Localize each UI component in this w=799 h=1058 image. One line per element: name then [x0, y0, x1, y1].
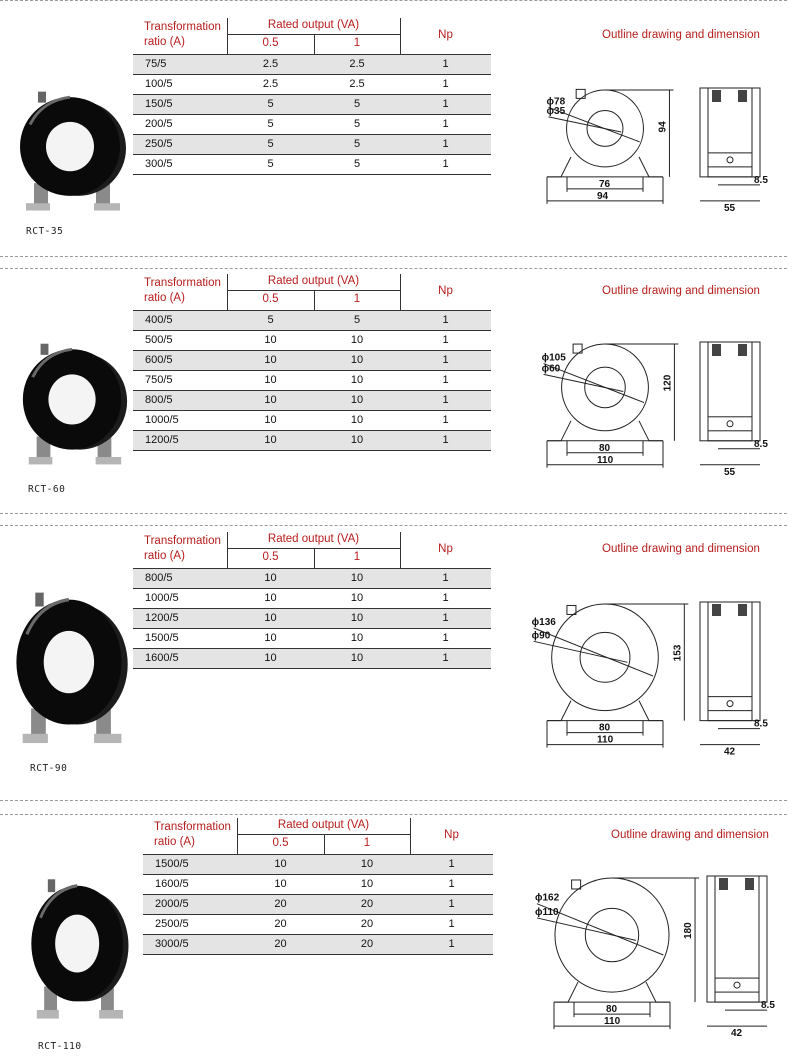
np-cell: 1: [442, 314, 449, 326]
ratio-cell: 750/5: [145, 374, 173, 386]
va05-cell: 10: [264, 592, 277, 604]
table-row: [133, 431, 491, 451]
va1-cell: 10: [350, 394, 364, 406]
np-cell: 1: [442, 138, 449, 150]
va05-cell: 10: [264, 612, 277, 624]
header-divider: [400, 532, 401, 568]
np-cell: 1: [442, 434, 449, 446]
ratio-cell: 1000/5: [145, 592, 179, 604]
va1-cell: 2.5: [349, 58, 365, 70]
ratio-header-line2: ratio (A): [154, 836, 195, 848]
outline-drawing-title: Outline drawing and dimension: [602, 285, 760, 297]
table-row: [143, 895, 493, 915]
model-label: RCT-60: [28, 484, 66, 495]
outline-drawing: [505, 592, 790, 780]
ratio-cell: 200/5: [145, 118, 173, 130]
ratio-cell: 2500/5: [155, 918, 189, 930]
va1-cell: 10: [360, 858, 374, 870]
transformer-photo: [8, 588, 134, 750]
outline-drawing: [505, 332, 790, 492]
outline-drawing-title: Outline drawing and dimension: [611, 829, 769, 841]
va1-cell: 10: [360, 878, 374, 890]
va05-cell: 2.5: [262, 78, 279, 90]
table-row: [143, 855, 493, 875]
va05-cell: 2.5: [262, 58, 279, 70]
ratio-cell: 400/5: [145, 314, 173, 326]
ratio-header-line1: Transformation: [144, 277, 221, 289]
np-header: Np: [444, 829, 459, 841]
va1-cell: 2.5: [349, 78, 365, 90]
foot-span-label: 80: [599, 722, 611, 734]
ratio-cell: 1500/5: [155, 858, 189, 870]
ratio-cell: 3000/5: [155, 938, 189, 950]
section-divider: [0, 0, 787, 1]
table-row: [133, 411, 491, 431]
ratio-header-line2: ratio (A): [144, 292, 185, 304]
outer-diameter-label: ϕ105: [541, 352, 566, 364]
np-cell: 1: [442, 632, 449, 644]
base-width-label: 110: [604, 1016, 621, 1028]
va1-cell: 10: [350, 374, 364, 386]
base-width-label: 110: [597, 454, 614, 466]
table-row: [133, 609, 491, 629]
outline-drawing-title: Outline drawing and dimension: [602, 543, 760, 555]
ratio-header-line1: Transformation: [144, 21, 221, 33]
table-row: [133, 569, 491, 589]
header-divider: [400, 18, 401, 54]
np-cell: 1: [448, 938, 455, 950]
table-row: [133, 115, 491, 135]
np-cell: 1: [442, 98, 449, 110]
rated-output-header: Rated output (VA): [267, 275, 360, 287]
table-row: [133, 95, 491, 115]
va05-cell: 5: [267, 314, 274, 326]
height-dimension-label: 120: [662, 374, 674, 392]
rated-output-header: Rated output (VA): [267, 533, 360, 545]
table-row: [133, 351, 491, 371]
height-dimension-label: 94: [657, 121, 669, 133]
transformer-photo: [12, 88, 132, 216]
table-row: [133, 135, 491, 155]
np-cell: 1: [442, 394, 449, 406]
header-divider: [314, 548, 315, 568]
class-1-header: 1: [353, 293, 361, 305]
np-header: Np: [438, 285, 453, 297]
np-cell: 1: [448, 858, 455, 870]
class-1-header: 1: [353, 551, 361, 563]
table-row: [133, 629, 491, 649]
va05-cell: 10: [264, 354, 277, 366]
ratio-header-line1: Transformation: [144, 535, 221, 547]
header-divider: [227, 274, 228, 310]
ratio-cell: 500/5: [145, 334, 173, 346]
va1-cell: 10: [350, 632, 364, 644]
section-divider: [0, 256, 787, 257]
rated-output-header: Rated output (VA): [267, 19, 360, 31]
side-offset-label: 8.5: [754, 718, 768, 730]
va1-cell: 5: [353, 138, 361, 150]
header-divider: [237, 818, 238, 854]
outline-drawing: [512, 866, 797, 1056]
ratio-cell: 1200/5: [145, 612, 179, 624]
va1-cell: 10: [350, 354, 364, 366]
header-divider: [227, 18, 228, 54]
np-header: Np: [438, 543, 453, 555]
va1-cell: 10: [350, 652, 364, 664]
va1-cell: 20: [360, 918, 374, 930]
np-cell: 1: [448, 918, 455, 930]
np-cell: 1: [442, 334, 449, 346]
ratio-cell: 2000/5: [155, 898, 189, 910]
va1-cell: 20: [360, 938, 374, 950]
section-divider: [0, 268, 787, 269]
ratio-cell: 1600/5: [145, 652, 179, 664]
va1-cell: 5: [353, 98, 361, 110]
va1-cell: 5: [353, 118, 361, 130]
ratio-cell: 1200/5: [145, 434, 179, 446]
section-divider: [0, 814, 787, 815]
header-divider: [324, 834, 325, 854]
inner-diameter-label: ϕ110: [534, 906, 559, 918]
va05-cell: 5: [267, 138, 274, 150]
side-offset-label: 8.5: [761, 1000, 775, 1012]
va1-cell: 10: [350, 434, 364, 446]
ratio-header: [154, 820, 244, 850]
np-cell: 1: [442, 118, 449, 130]
class-1-header: 1: [353, 37, 361, 49]
va1-cell: 5: [353, 158, 361, 170]
table-row: [143, 935, 493, 955]
table-row: [133, 649, 491, 669]
class-05-header: 0.5: [262, 551, 279, 563]
np-cell: 1: [442, 354, 449, 366]
np-cell: 1: [448, 878, 455, 890]
va05-cell: 10: [274, 878, 287, 890]
np-cell: 1: [442, 374, 449, 386]
va05-cell: 5: [267, 158, 274, 170]
ratio-cell: 100/5: [145, 78, 173, 90]
table-row: [133, 55, 491, 75]
side-width-label: 42: [724, 746, 736, 758]
base-width-label: 110: [597, 734, 614, 746]
model-label: RCT-90: [30, 763, 68, 774]
va1-cell: 10: [350, 592, 364, 604]
va05-cell: 10: [264, 414, 277, 426]
np-cell: 1: [442, 78, 449, 90]
outer-diameter-label: ϕ136: [531, 616, 556, 628]
outline-drawing-title: Outline drawing and dimension: [602, 29, 760, 41]
ratio-cell: 800/5: [145, 572, 173, 584]
class-1-header: 1: [363, 837, 371, 849]
va05-cell: 10: [264, 632, 277, 644]
np-header: Np: [438, 29, 453, 41]
class-05-header: 0.5: [262, 293, 279, 305]
np-cell: 1: [442, 58, 449, 70]
ratio-cell: 300/5: [145, 158, 173, 170]
va1-cell: 20: [360, 898, 374, 910]
rated-output-header: Rated output (VA): [277, 819, 370, 831]
class-05-header: 0.5: [262, 37, 279, 49]
side-width-label: 55: [724, 202, 736, 214]
foot-span-label: 80: [599, 442, 611, 454]
va05-cell: 10: [264, 394, 277, 406]
side-offset-label: 8.5: [754, 438, 768, 450]
va05-cell: 20: [274, 938, 287, 950]
np-cell: 1: [442, 414, 449, 426]
va05-cell: 10: [274, 858, 287, 870]
table-row: [143, 875, 493, 895]
outer-diameter-label: ϕ78: [546, 96, 566, 108]
class-05-header: 0.5: [272, 837, 289, 849]
np-cell: 1: [442, 592, 449, 604]
height-dimension-label: 153: [672, 644, 684, 662]
inner-diameter-label: ϕ90: [531, 630, 551, 642]
side-offset-label: 8.5: [754, 174, 768, 186]
table-row: [133, 331, 491, 351]
va05-cell: 10: [264, 434, 277, 446]
ratio-cell: 1500/5: [145, 632, 179, 644]
table-row: [133, 391, 491, 411]
transformer-photo: [15, 340, 133, 470]
ratio-header: [144, 20, 234, 50]
table-row: [133, 311, 491, 331]
ratio-cell: 600/5: [145, 354, 173, 366]
ratio-header-line1: Transformation: [154, 821, 231, 833]
va05-cell: 5: [267, 118, 274, 130]
table-row: [133, 155, 491, 175]
va05-cell: 5: [267, 98, 274, 110]
va1-cell: 10: [350, 334, 364, 346]
header-divider: [314, 34, 315, 54]
ratio-cell: 150/5: [145, 98, 173, 110]
base-width-label: 94: [597, 190, 609, 202]
ratio-cell: 1000/5: [145, 414, 179, 426]
inner-diameter-label: ϕ35: [546, 105, 566, 117]
model-label: RCT-110: [38, 1041, 82, 1052]
section-divider: [0, 525, 787, 526]
va1-cell: 10: [350, 414, 364, 426]
foot-span-label: 80: [606, 1004, 618, 1016]
np-cell: 1: [448, 898, 455, 910]
table-row: [133, 75, 491, 95]
ratio-header: [144, 276, 234, 306]
height-dimension-label: 180: [683, 922, 695, 940]
np-cell: 1: [442, 652, 449, 664]
side-width-label: 55: [724, 466, 736, 478]
ratio-header-line2: ratio (A): [144, 36, 185, 48]
va1-cell: 10: [350, 572, 364, 584]
ratio-header: [144, 534, 234, 564]
outer-diameter-label: ϕ162: [534, 892, 560, 904]
outline-drawing: [505, 78, 790, 238]
side-width-label: 42: [731, 1028, 743, 1040]
header-divider: [400, 274, 401, 310]
section-divider: [0, 800, 787, 801]
foot-span-label: 76: [599, 178, 611, 190]
header-divider: [410, 818, 411, 854]
np-cell: 1: [442, 158, 449, 170]
ratio-header-line2: ratio (A): [144, 550, 185, 562]
table-row: [143, 915, 493, 935]
va1-cell: 10: [350, 612, 364, 624]
va05-cell: 20: [274, 918, 287, 930]
va05-cell: 20: [274, 898, 287, 910]
section-divider: [0, 513, 787, 514]
model-label: RCT-35: [26, 226, 64, 237]
va05-cell: 10: [264, 652, 277, 664]
va05-cell: 10: [264, 572, 277, 584]
va1-cell: 5: [353, 314, 361, 326]
table-row: [133, 371, 491, 391]
va05-cell: 10: [264, 334, 277, 346]
header-divider: [314, 290, 315, 310]
np-cell: 1: [442, 612, 449, 624]
ratio-cell: 75/5: [145, 58, 167, 70]
np-cell: 1: [442, 572, 449, 584]
header-divider: [227, 532, 228, 568]
ratio-cell: 250/5: [145, 138, 173, 150]
inner-diameter-label: ϕ60: [541, 363, 561, 375]
va05-cell: 10: [264, 374, 277, 386]
transformer-photo: [24, 875, 134, 1025]
ratio-cell: 1600/5: [155, 878, 189, 890]
ratio-cell: 800/5: [145, 394, 173, 406]
table-row: [133, 589, 491, 609]
